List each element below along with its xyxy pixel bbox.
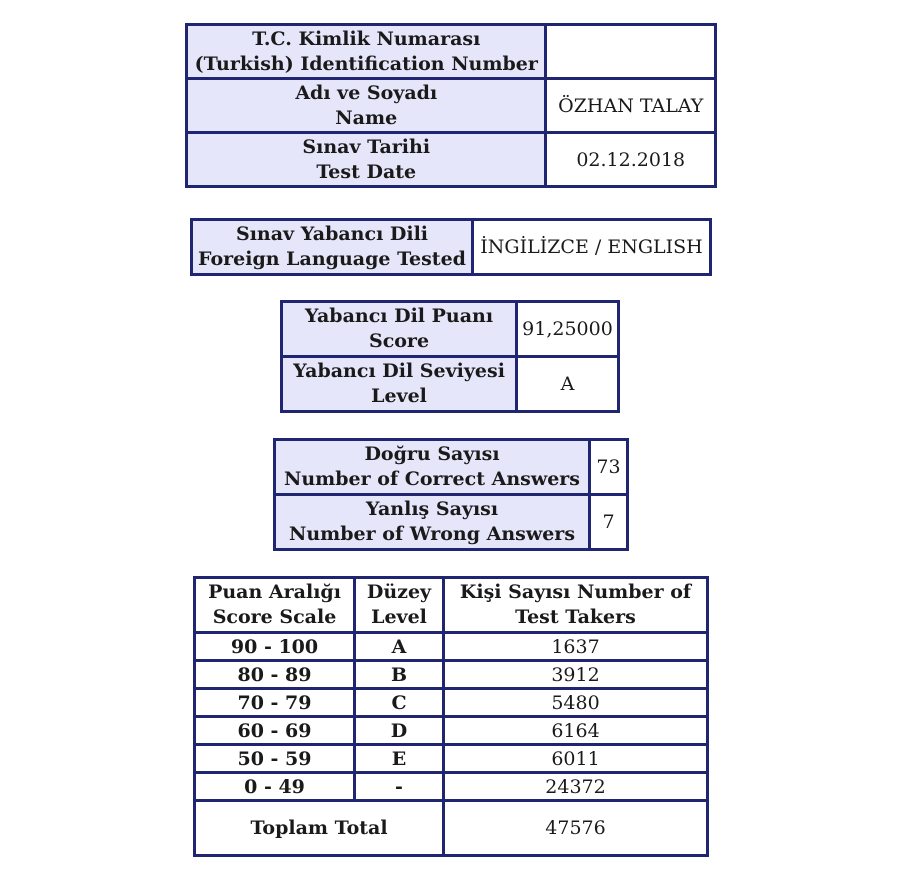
score-scale-table — [193, 576, 709, 857]
name-row — [187, 79, 716, 133]
level-label — [282, 357, 517, 412]
wrong-label-en: Number of Wrong Answers — [288, 523, 576, 545]
table-row — [195, 661, 708, 689]
answers-table — [273, 438, 629, 551]
level-cell: B — [355, 661, 444, 689]
header-score-scale-en: Score Scale — [212, 606, 337, 628]
level-row — [282, 357, 619, 412]
header-level — [355, 578, 444, 633]
header-score-scale-tr: Puan Aralığı — [208, 581, 341, 603]
correct-label-en: Number of Correct Answers — [283, 468, 580, 490]
range-cell: 0 - 49 — [195, 773, 355, 801]
count-cell: 24372 — [444, 773, 708, 801]
language-label-en: Foreign Language Tested — [198, 248, 466, 270]
level-label-en: Level — [371, 385, 427, 407]
test-date-label — [187, 133, 546, 187]
header-test-takers — [444, 578, 708, 633]
score-label — [282, 302, 517, 357]
score-value: 91,25000 — [517, 302, 619, 357]
test-date-label-en: Test Date — [316, 160, 417, 183]
id-number-value — [546, 25, 716, 79]
language-row — [192, 220, 711, 275]
correct-label — [275, 440, 590, 495]
count-cell: 6164 — [444, 717, 708, 745]
level-cell: E — [355, 745, 444, 773]
correct-label-tr: Doğru Sayısı — [364, 443, 500, 465]
range-cell: 50 - 59 — [195, 745, 355, 773]
level-cell: - — [355, 773, 444, 801]
level-value: A — [517, 357, 619, 412]
test-date-row — [187, 133, 716, 187]
wrong-row — [275, 495, 628, 550]
language-table — [190, 218, 712, 276]
test-date-value: 02.12.2018 — [546, 133, 716, 187]
correct-value: 73 — [590, 440, 628, 495]
range-cell: 90 - 100 — [195, 633, 355, 661]
wrong-label-tr: Yanlış Sayısı — [365, 498, 499, 520]
id-number-row — [187, 25, 716, 79]
count-cell: 1637 — [444, 633, 708, 661]
id-number-label-en: (Turkish) Identification Number — [194, 52, 538, 75]
id-number-label — [187, 25, 546, 79]
total-label-en: Total — [334, 816, 388, 839]
language-label — [192, 220, 473, 275]
count-cell: 6011 — [444, 745, 708, 773]
score-table — [280, 300, 620, 413]
table-row — [195, 773, 708, 801]
identity-table — [185, 23, 717, 188]
range-cell: 80 - 89 — [195, 661, 355, 689]
range-cell: 70 - 79 — [195, 689, 355, 717]
range-cell: 60 - 69 — [195, 717, 355, 745]
header-test-takers-en: Number of Test Takers — [515, 581, 692, 628]
score-label-tr: Yabancı Dil Puanı — [304, 305, 494, 327]
scale-header-row — [195, 578, 708, 633]
score-row — [282, 302, 619, 357]
table-row — [195, 633, 708, 661]
level-cell: A — [355, 633, 444, 661]
id-number-label-tr: T.C. Kimlik Numarası — [252, 27, 481, 50]
table-row — [195, 745, 708, 773]
language-value: İNGİLİZCE / ENGLISH — [473, 220, 711, 275]
table-row — [195, 717, 708, 745]
header-score-scale — [195, 578, 355, 633]
total-value: 47576 — [444, 801, 708, 856]
name-label — [187, 79, 546, 133]
count-cell: 5480 — [444, 689, 708, 717]
header-level-en: Level — [371, 606, 427, 628]
total-row — [195, 801, 708, 856]
count-cell: 3912 — [444, 661, 708, 689]
correct-row — [275, 440, 628, 495]
table-row — [195, 689, 708, 717]
level-cell: D — [355, 717, 444, 745]
level-label-tr: Yabancı Dil Seviyesi — [293, 360, 505, 382]
wrong-value: 7 — [590, 495, 628, 550]
header-test-takers-tr: Kişi Sayısı — [459, 581, 571, 603]
header-level-tr: Düzey — [366, 581, 432, 603]
total-label — [195, 801, 444, 856]
name-label-tr: Adı ve Soyadı — [295, 81, 438, 104]
language-label-tr: Sınav Yabancı Dili — [235, 223, 429, 245]
test-date-label-tr: Sınav Tarihi — [302, 135, 431, 158]
score-label-en: Score — [368, 330, 430, 352]
name-label-en: Name — [335, 106, 398, 129]
name-value: ÖZHAN TALAY — [546, 79, 716, 133]
wrong-label — [275, 495, 590, 550]
level-cell: C — [355, 689, 444, 717]
total-label-tr: Toplam — [250, 816, 328, 839]
